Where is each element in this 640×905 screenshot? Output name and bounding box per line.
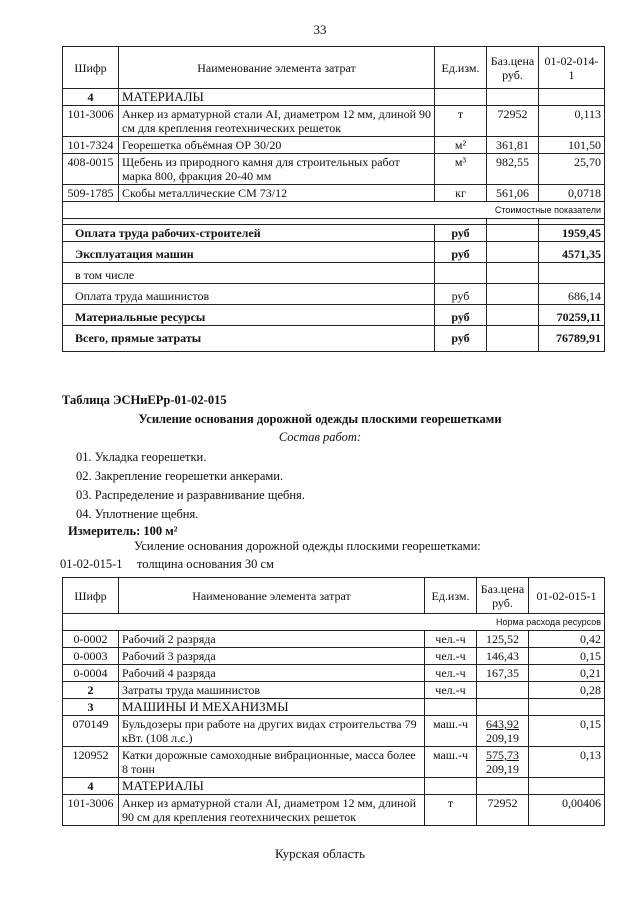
row-unit: т: [435, 106, 487, 137]
price-top: 575,73: [486, 748, 519, 762]
table-row: [63, 716, 605, 747]
row-price: 361,81: [487, 137, 539, 154]
cost-unit: руб: [435, 305, 487, 326]
cost-row: [63, 263, 605, 284]
section-number: 4: [63, 89, 119, 106]
cost-value: 4571,35: [539, 242, 605, 263]
row-value: 101,50: [539, 137, 605, 154]
header-norm: 01-02-014-1: [539, 47, 605, 89]
cost-name: в том числе: [63, 263, 435, 284]
row-name: Георешетка объёмная ОР 30/20: [119, 137, 435, 154]
row-name: Рабочий 2 разряда: [119, 631, 425, 648]
row-code: 101-3006: [63, 795, 119, 826]
table-row: [63, 631, 605, 648]
price-bottom: 209,19: [486, 762, 519, 776]
row-value: 25,70: [539, 154, 605, 185]
row-unit: маш.-ч: [425, 716, 477, 747]
cost-row: [63, 225, 605, 242]
row-name: Рабочий 3 разряда: [119, 648, 425, 665]
row-code: 101-3006: [63, 106, 119, 137]
row-unit: маш.-ч: [425, 747, 477, 778]
header-unit: Ед.изм.: [435, 47, 487, 89]
header-code: Шифр: [63, 47, 119, 89]
row-code: 0-0003: [63, 648, 119, 665]
meter-label: Измеритель: 100 м²: [68, 524, 178, 538]
row-value: 0,00406: [529, 795, 605, 826]
row-value: 0,15: [529, 648, 605, 665]
header-name: Наименование элемента затрат: [119, 578, 425, 614]
row-unit: чел.-ч: [425, 631, 477, 648]
header-unit: Ед.изм.: [425, 578, 477, 614]
footer-region: Курская область: [274, 846, 365, 861]
row-code: 101-7324: [63, 137, 119, 154]
row-value: 0,0718: [539, 185, 605, 202]
row-name: Затраты труда машинистов: [119, 682, 425, 699]
row-code: 408-0015: [63, 154, 119, 185]
table-row: [63, 154, 605, 185]
row-code: 509-1785: [63, 185, 119, 202]
row-value: 0,42: [529, 631, 605, 648]
row-value: 0,15: [529, 716, 605, 747]
row-name: Анкер из арматурной стали AI, диаметром 12 мм, длиной 90 см для крепления геотехнических решеток: [119, 106, 435, 137]
row-code: 2: [63, 682, 119, 699]
row-name: Рабочий 4 разряда: [119, 665, 425, 682]
row-name: Бульдозеры при работе на других видах строительства 79 кВт. (108 л.с.): [119, 716, 425, 747]
row-value: 0,21: [529, 665, 605, 682]
variant-code: 01-02-015-1: [60, 557, 123, 571]
cost-value: 70259,11: [539, 305, 605, 326]
row-code: 0-0002: [63, 631, 119, 648]
table-row: [63, 747, 605, 778]
variant-text: толщина основания 30 см: [137, 557, 274, 571]
row-unit: чел.-ч: [425, 648, 477, 665]
cost-unit: руб: [435, 326, 487, 352]
row-price: [477, 716, 529, 747]
header-name: Наименование элемента затрат: [119, 47, 435, 89]
row-name: Скобы металлические СМ 73/12: [119, 185, 435, 202]
cost-unit: руб: [435, 225, 487, 242]
row-code: 120952: [63, 747, 119, 778]
table-row: [63, 185, 605, 202]
cost-value: 686,14: [539, 284, 605, 305]
section-title: МАШИНЫ И МЕХАНИЗМЫ: [119, 699, 425, 716]
table-row: [63, 795, 605, 826]
row-unit: т: [425, 795, 477, 826]
row-price: 146,43: [477, 648, 529, 665]
table-row: [63, 106, 605, 137]
header-norm: 01-02-015-1: [529, 578, 605, 614]
row-value: 0,28: [529, 682, 605, 699]
row-price: 125,52: [477, 631, 529, 648]
section-number: 3: [63, 699, 119, 716]
row-unit: чел.-ч: [425, 682, 477, 699]
header-price: Баз.цена руб.: [477, 578, 529, 614]
page-number: 33: [313, 22, 327, 37]
table-subtitle: Усиление основания дорожной одежды плоскими георешетками: [138, 412, 502, 426]
table-title: Таблица ЭСНиЕРр-01-02-015: [62, 393, 227, 407]
description: Усиление основания дорожной одежды плоскими георешетками:: [134, 539, 481, 553]
cost-unit: руб: [435, 284, 487, 305]
works-heading: Состав работ:: [278, 430, 362, 444]
cost-indicators-header: Стоимостные показатели: [63, 202, 605, 219]
cost-name: Оплата труда машинистов: [63, 284, 435, 305]
row-price: [477, 747, 529, 778]
work-item: 03. Распределение и разравнивание щебня.: [76, 488, 305, 502]
cost-value: 1959,45: [539, 225, 605, 242]
row-price: 561,06: [487, 185, 539, 202]
section-title: МАТЕРИАЛЫ: [119, 778, 425, 795]
section-number: 4: [63, 778, 119, 795]
row-price: 72952: [487, 106, 539, 137]
row-code: 0-0004: [63, 665, 119, 682]
row-unit: чел.-ч: [425, 665, 477, 682]
row-code: 070149: [63, 716, 119, 747]
cost-row: [63, 242, 605, 263]
work-item: 04. Уплотнение щебня.: [76, 507, 199, 521]
row-name: Катки дорожные самоходные вибрационные, масса более 8 тонн: [119, 747, 425, 778]
table-row: [63, 137, 605, 154]
row-value: 0,13: [529, 747, 605, 778]
work-item: 02. Закрепление георешетки анкерами.: [76, 469, 284, 483]
row-unit: кг: [435, 185, 487, 202]
row-price: 167,35: [477, 665, 529, 682]
cost-unit: руб: [435, 242, 487, 263]
row-unit: м²: [435, 137, 487, 154]
table-row: [63, 665, 605, 682]
cost-name: Всего, прямые затраты: [63, 326, 435, 352]
cost-name: Оплата труда рабочих-строителей: [63, 225, 435, 242]
header-code: Шифр: [63, 578, 119, 614]
norm-header: Норма расхода ресурсов: [63, 614, 605, 631]
section-title: МАТЕРИАЛЫ: [119, 89, 435, 106]
work-item: 01. Укладка георешетки.: [76, 450, 207, 464]
cost-name: Эксплуатация машин: [63, 242, 435, 263]
row-name: Анкер из арматурной стали AI, диаметром 12 мм, длиной 90 см для крепления геотехнических решеток: [119, 795, 425, 826]
cost-row: [63, 326, 605, 352]
header-price: Баз.цена руб.: [487, 47, 539, 89]
resource-table-015: [62, 577, 605, 826]
cost-row: [63, 284, 605, 305]
row-unit: м³: [435, 154, 487, 185]
cost-row: [63, 305, 605, 326]
row-value: 0,113: [539, 106, 605, 137]
price-bottom: 209,19: [486, 731, 519, 745]
table-row: [63, 648, 605, 665]
cost-value: 76789,91: [539, 326, 605, 352]
row-name: Щебень из природного камня для строительных работ марка 800, фракция 20-40 мм: [119, 154, 435, 185]
table-row: [63, 682, 605, 699]
row-price: 982,55: [487, 154, 539, 185]
resource-table-014: [62, 46, 605, 352]
row-price: 72952: [477, 795, 529, 826]
cost-name: Материальные ресурсы: [63, 305, 435, 326]
price-top: 643,92: [486, 717, 519, 731]
